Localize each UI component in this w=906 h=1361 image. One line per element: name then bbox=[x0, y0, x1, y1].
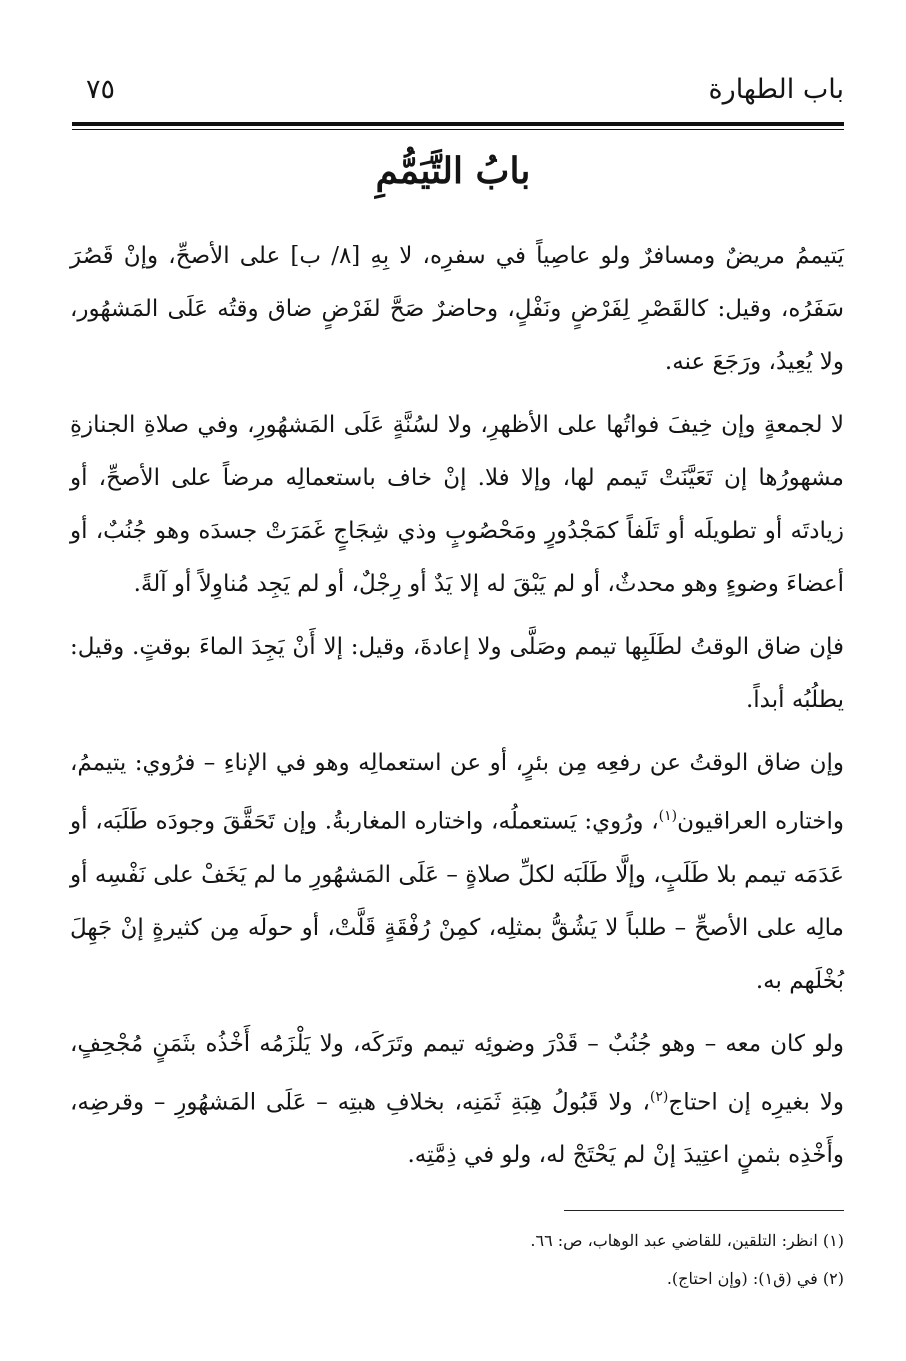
paragraph-text: ولو كان معه – وهو جُنُبٌ – قَدْرَ وضوئِه تيمم وتَرَكَه، ولا يَلْزَمُه أَخْذُه بثَمَنٍ مُجْحِفٍ، ولا بغيرِه إن احتاج bbox=[70, 1030, 844, 1116]
paragraph-text: ، ورُوي: يَستعملُه، واختاره المغاربةُ. وإن تَحَقَّقَ وجودَه طَلَبَه، أو عَدَمَه تيمم بلا طَلَبٍ، وإلَّا طَلَبَه لكلِّ صلاةٍ – عَلَى المَشهُورِ ما لم يَخَفْ على نَفْسِه أو مالِه على الأصحِّ – طلباً لا يَشُقُّ بمثلِه، كمِنْ رُفْقَةٍ قَلَّتْ، أو حولَه مِن كثيرةٍ إنْ جَهِلَ بُخْلَهم به. bbox=[70, 808, 844, 994]
paragraph: يَتيممُ مريضٌ ومسافرٌ ولو عاصِياً في سفرِه، لا بِهِ [٨/ ب] على الأصحِّ، وإنْ قَصُرَ سَفَرُه، وقيل: كالقَصْرِ لِفَرْضٍ ونَفْلٍ، وحاضرٌ صَحَّ لفَرْضٍ ضاق وقتُه عَلَى المَشهُور، ولا يُعِيدُ، ورَجَعَ عنه. bbox=[70, 243, 844, 375]
paragraph-text: وإن ضاق الوقتُ عن رفعِه مِن بئرٍ، أو عن استعمالِه وهو في الإناءِ – فرُوي: يتيممُ، واختاره العراقيون bbox=[70, 750, 844, 835]
paragraph bbox=[70, 737, 844, 1008]
header-rule-thin bbox=[72, 129, 844, 130]
footnote: (١) انظر: التلقين، للقاضي عبد الوهاب، ص: ٦٦. bbox=[530, 1231, 844, 1250]
paragraph bbox=[70, 1018, 844, 1183]
running-header-title: باب الطهارة bbox=[708, 74, 844, 105]
header-rule-thick bbox=[72, 122, 844, 126]
paragraph: لا لجمعةٍ وإن خِيفَ فواتُها على الأظهرِ، ولا لسُنَّةٍ عَلَى المَشهُورِ، وفي صلاةِ الجنازةِ مشهورُها إن تَعَيَّنَتْ تَيمم لها، وإلا فلا. إنْ خاف باستعمالِه مرضاً على الأصحِّ، أو زيادتَه أو تطويلَه أو تَلَفاً كمَجْدُورٍ ومَحْصُوبٍ وذي شِجَاجٍ غَمَرَتْ جسدَه وهو جُنُبٌ، أو أعضاءَ وضوءٍ وهو محدثٌ، أو لم يَبْقَ له إلا يَدٌ أو رِجْلٌ، أو لم يَجِد مُناوِلاً أو آلةً. bbox=[70, 412, 844, 597]
running-header bbox=[72, 68, 844, 120]
page-number: ٧٥ bbox=[86, 74, 116, 105]
paragraph: فإن ضاق الوقتُ لطَلَبِها تيمم وصَلَّى ولا إعادةَ، وقيل: إلا أَنْ يَجِدَ الماءَ بوقتٍ. وقيل: يطلُبُه أبداً. bbox=[70, 634, 844, 713]
footnotes bbox=[70, 1222, 844, 1298]
footnote-divider bbox=[564, 1210, 844, 1211]
footnote-marker: (٢) bbox=[649, 1088, 669, 1105]
chapter-title: بابُ التَّيَمُّمِ bbox=[375, 150, 531, 192]
footnote-marker: (١) bbox=[658, 808, 678, 824]
main-text bbox=[70, 230, 844, 1192]
paragraph-text: ، ولا قَبُولُ هِبَةِ ثَمَنِه، بخلافِ هبتِه – عَلَى المَشهُورِ – وقرضِه، وأَخْذِه بثمنٍ اعتِيدَ إنْ لم يَحْتَجْ له، ولو في ذِمَّتِه. bbox=[70, 1089, 844, 1169]
footnote: (٢) في (ق١): (وإن احتاج). bbox=[666, 1269, 844, 1288]
